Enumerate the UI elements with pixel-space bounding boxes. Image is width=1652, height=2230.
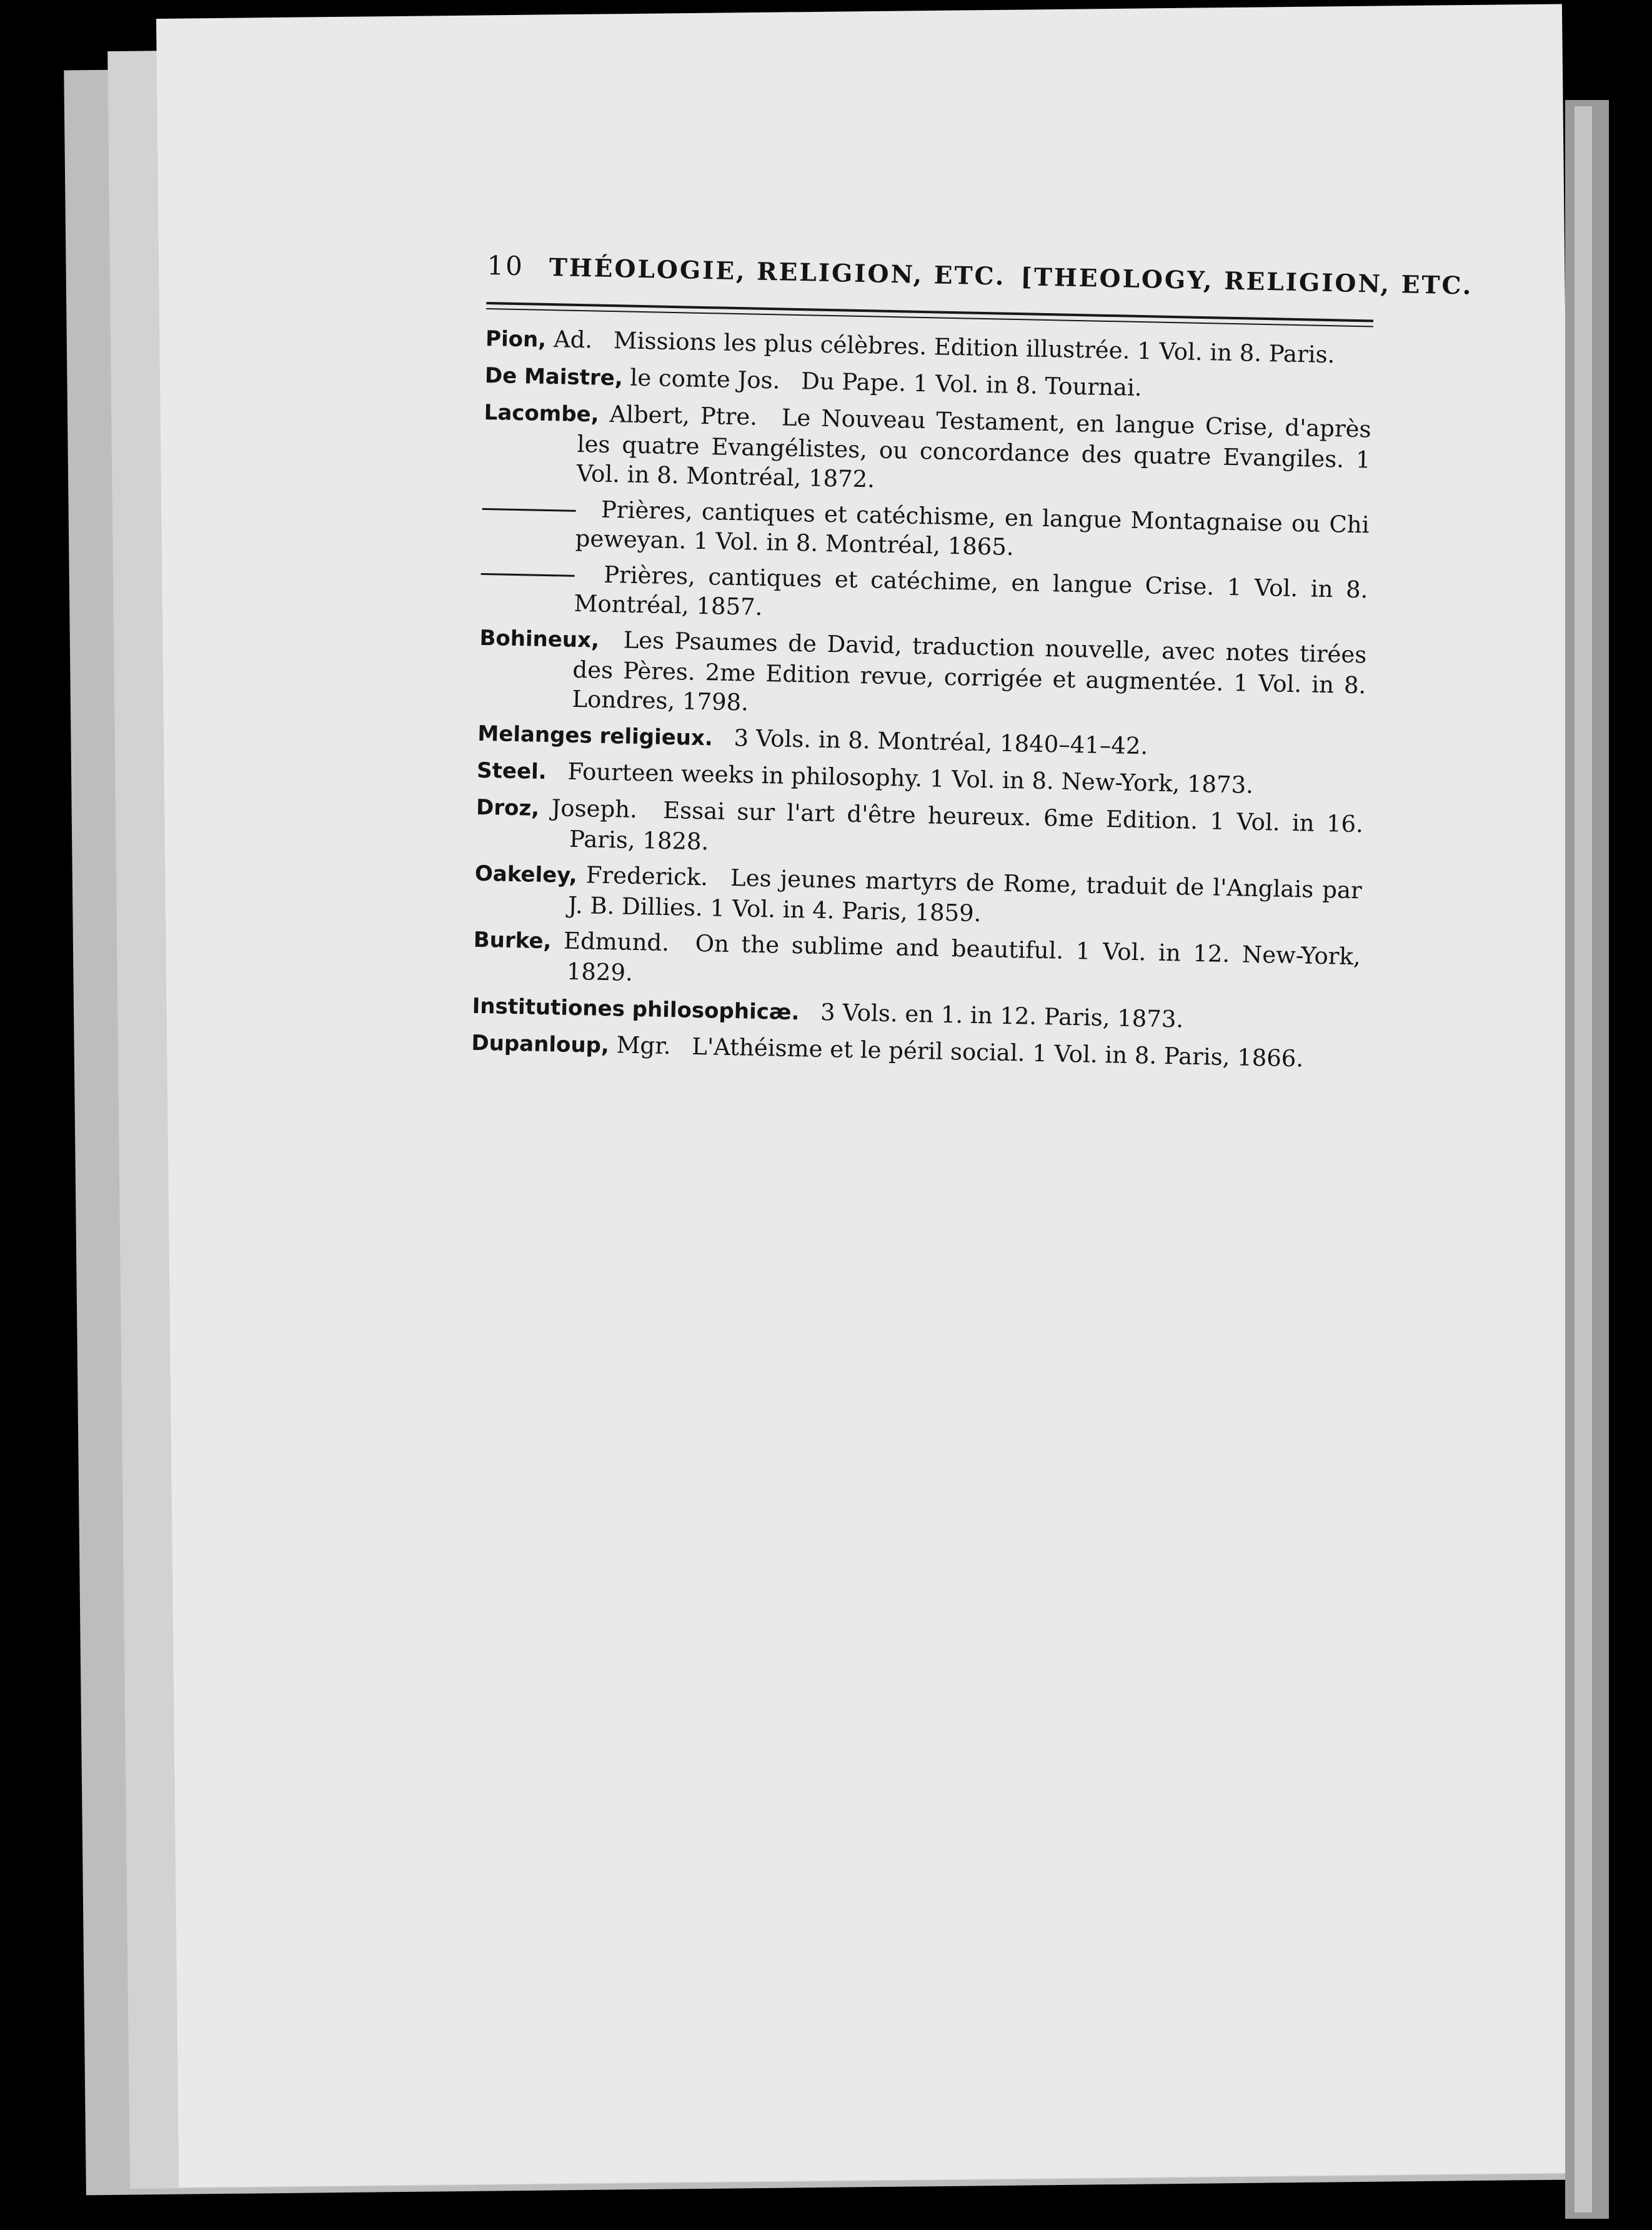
entry-author: Pion, (485, 326, 547, 352)
right-binding-strip-inner (1575, 106, 1592, 2212)
entry-text: Les jeunes martyrs de Rome, traduit de l'Anglais par J. B. Dillies. 1 Vol. in 4. Paris, 1859. (567, 864, 1363, 928)
entry-text: L'Athéisme et le péril social. 1 Vol. in 8. Paris, 1866. (691, 1032, 1304, 1072)
catalogue-entry (475, 792, 1364, 869)
entry-text: Essai sur l'art d'être heureux. 6me Edition. 1 Vol. in 16. Paris, 1828. (569, 796, 1364, 856)
entry-author: Melanges religieux. (477, 721, 714, 751)
entry-given-name: Frederick. (585, 861, 709, 891)
catalogue-entry (474, 858, 1363, 936)
ditto-dash (482, 508, 576, 512)
catalogue-entry (480, 558, 1368, 634)
entry-given-name: Edmund. (563, 927, 670, 957)
entry-author: Dupanloup, (471, 1030, 610, 1059)
entry-author: Burke, (473, 927, 552, 954)
catalogue-entry (481, 492, 1370, 569)
header-title-english: [THEOLOGY, RELIGION, ETC. (1020, 262, 1473, 301)
entry-author: Lacombe, (484, 399, 600, 428)
entry-given-name: Mgr. (616, 1031, 672, 1060)
entry-text: Le Nouveau Testament, en langue Crise, d'après les quatre Evangélistes, ou concordance des quatre Evangiles. 1 Vol. in 8. Montréal, 1872. (576, 404, 1371, 493)
entry-text: Prières, cantiques et catéchisme, en langue Montagnaise ou Chi peweyan. 1 Vol. in 8. Montréal, 1865. (575, 496, 1370, 561)
entry-author: Steel. (476, 758, 547, 785)
entry-text: Prières, cantiques et catéchime, en langue Crise. 1 Vol. in 8. Montréal, 1857. (574, 561, 1368, 621)
entry-author: Bohineux, (479, 625, 600, 653)
catalogue-entry (472, 924, 1361, 1002)
page-number: 10 (487, 250, 525, 282)
header-title-french: THÉOLOGIE, RELIGION, ETC. (549, 252, 1006, 291)
entry-text: Les Psaumes de David, traduction nouvelle, avec notes tirées des Pères. 2me Edition revue, corrigée et augmentée. 1 Vol. in 8. Londres, 1798. (572, 626, 1367, 716)
entry-text: 3 Vols. in 8. Montréal, 1840–41–42. (734, 724, 1148, 760)
entry-text: On the sublime and beautiful. 1 Vol. in 12. New-York, 1829. (566, 929, 1361, 986)
entry-author: Institutiones philosophicæ. (472, 993, 800, 1026)
entry-given-name: Ad. (553, 326, 593, 354)
entry-author: De Maistre, (484, 362, 624, 391)
catalogue-entry (478, 622, 1367, 729)
entry-author: Droz, (475, 794, 540, 821)
page-content (471, 250, 1473, 1083)
entry-given-name: le comte Jos. (630, 364, 780, 394)
entry-author: Oakeley, (474, 861, 578, 889)
entry-text: Missions les plus célèbres. Edition illustrée. 1 Vol. in 8. Paris. (613, 327, 1335, 369)
entry-text: 3 Vols. en 1. in 12. Paris, 1873. (820, 998, 1184, 1033)
entry-text: Fourteen weeks in philosophy. 1 Vol. in 8. New-York, 1873. (567, 758, 1254, 799)
entry-given-name: Albert, Ptre. (609, 400, 758, 431)
entry-text: Du Pape. 1 Vol. in 8. Tournai. (800, 368, 1142, 402)
catalogue-entries (471, 323, 1373, 1076)
entry-given-name: Joseph. (551, 794, 638, 823)
ditto-dash (481, 573, 575, 577)
catalogue-entry (482, 397, 1371, 504)
